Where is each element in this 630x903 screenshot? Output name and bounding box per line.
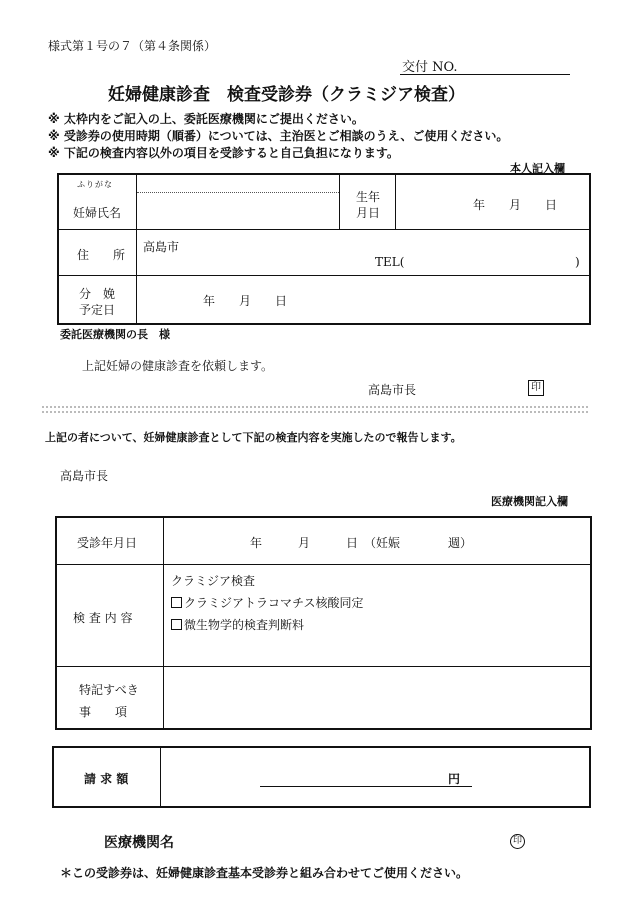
name-label: 妊婦氏名 [73, 206, 122, 220]
billing-box [52, 746, 591, 808]
tel-field[interactable] [407, 253, 567, 269]
visit-date-field[interactable]: 年 月 日 （妊娠 週） [250, 536, 473, 550]
exam-item-1[interactable] [171, 594, 364, 611]
notes-field[interactable] [169, 670, 583, 722]
row-divider [59, 229, 589, 230]
due-label-1: 分 娩 [79, 287, 116, 301]
dob-label-2: 月日 [356, 206, 381, 220]
note-2: ※ 受診券の使用時期（順番）については、主治医とご相談のうえ、ご使用ください。 [48, 129, 509, 143]
billing-amount-field[interactable] [260, 786, 472, 787]
report-mayor: 高島市長 [60, 469, 109, 483]
address-label: 住 所 [77, 248, 126, 262]
row-divider [59, 275, 589, 276]
report-text: 上記の者について、妊婦健康診査として下記の検査内容を実施したので報告します。 [45, 431, 462, 444]
row-divider [57, 666, 590, 667]
medical-section-label: 医療機関記入欄 [491, 495, 568, 508]
furigana-field[interactable] [139, 177, 335, 191]
furigana-divider [137, 192, 339, 193]
exam-item-2[interactable] [171, 616, 304, 633]
institution-seal-icon: 印 [510, 834, 525, 849]
billing-unit: 円 [448, 772, 461, 786]
tel-close: ) [575, 255, 580, 269]
col-divider [395, 175, 396, 229]
col-divider [163, 518, 164, 728]
name-field[interactable] [139, 195, 335, 227]
cut-line [42, 406, 588, 413]
notes-label-1: 特記すべき [79, 683, 139, 697]
col-divider [339, 175, 340, 229]
exam-label: 検 査 内 容 [73, 611, 133, 625]
dob-label-1: 生年 [356, 190, 381, 204]
col-divider [136, 175, 137, 323]
medical-box [55, 516, 592, 730]
footer-note: ＊この受診券は、妊婦健康診査基本受診券と組み合わせてご使用ください。 [60, 866, 469, 880]
note-1: ※ 太枠内をご記入の上、委託医療機関にご提出ください。 [48, 112, 364, 126]
issue-no-line[interactable] [400, 74, 570, 75]
notes-label-2: 事 項 [79, 705, 128, 719]
exam-title: クラミジア検査 [171, 574, 256, 588]
tel-label: TEL( [375, 255, 405, 269]
due-label-2: 予定日 [79, 303, 116, 317]
institution-label: 医療機関名 [104, 835, 174, 851]
note-3: ※ 下記の検査内容以外の項目を受診すると自己負担になります。 [48, 146, 399, 160]
patient-box [57, 173, 591, 325]
mayor-label: 高島市長 [368, 383, 417, 397]
form-code: 様式第１号の７（第４条関係） [48, 39, 217, 53]
address-field[interactable]: 高島市 [143, 240, 180, 254]
self-section-label: 本人記入欄 [510, 162, 565, 175]
billing-label: 請 求 額 [84, 772, 129, 786]
row-divider [57, 564, 590, 565]
exam-item-label: クラミジアトラコマチス核酸同定 [184, 596, 364, 610]
page-title: 妊婦健康診査 検査受診券（クラミジア検査） [108, 85, 465, 105]
issue-no-label: 交付 NO. [402, 60, 458, 75]
exam-item-label: 微生物学的検査判断料 [184, 618, 305, 632]
checkbox[interactable] [171, 619, 182, 630]
col-divider [160, 748, 161, 806]
due-date-field[interactable]: 年 月 日 [203, 294, 288, 308]
visit-date-label: 受診年月日 [77, 536, 138, 550]
request-text: 上記妊婦の健康診査を依頼します。 [82, 359, 274, 373]
seal-icon: 印 [528, 380, 544, 396]
dob-field[interactable]: 年 月 日 [473, 198, 558, 212]
checkbox[interactable] [171, 597, 182, 608]
furigana-label: ふりがな [77, 180, 113, 189]
addressee: 委託医療機関の長 様 [60, 328, 170, 341]
